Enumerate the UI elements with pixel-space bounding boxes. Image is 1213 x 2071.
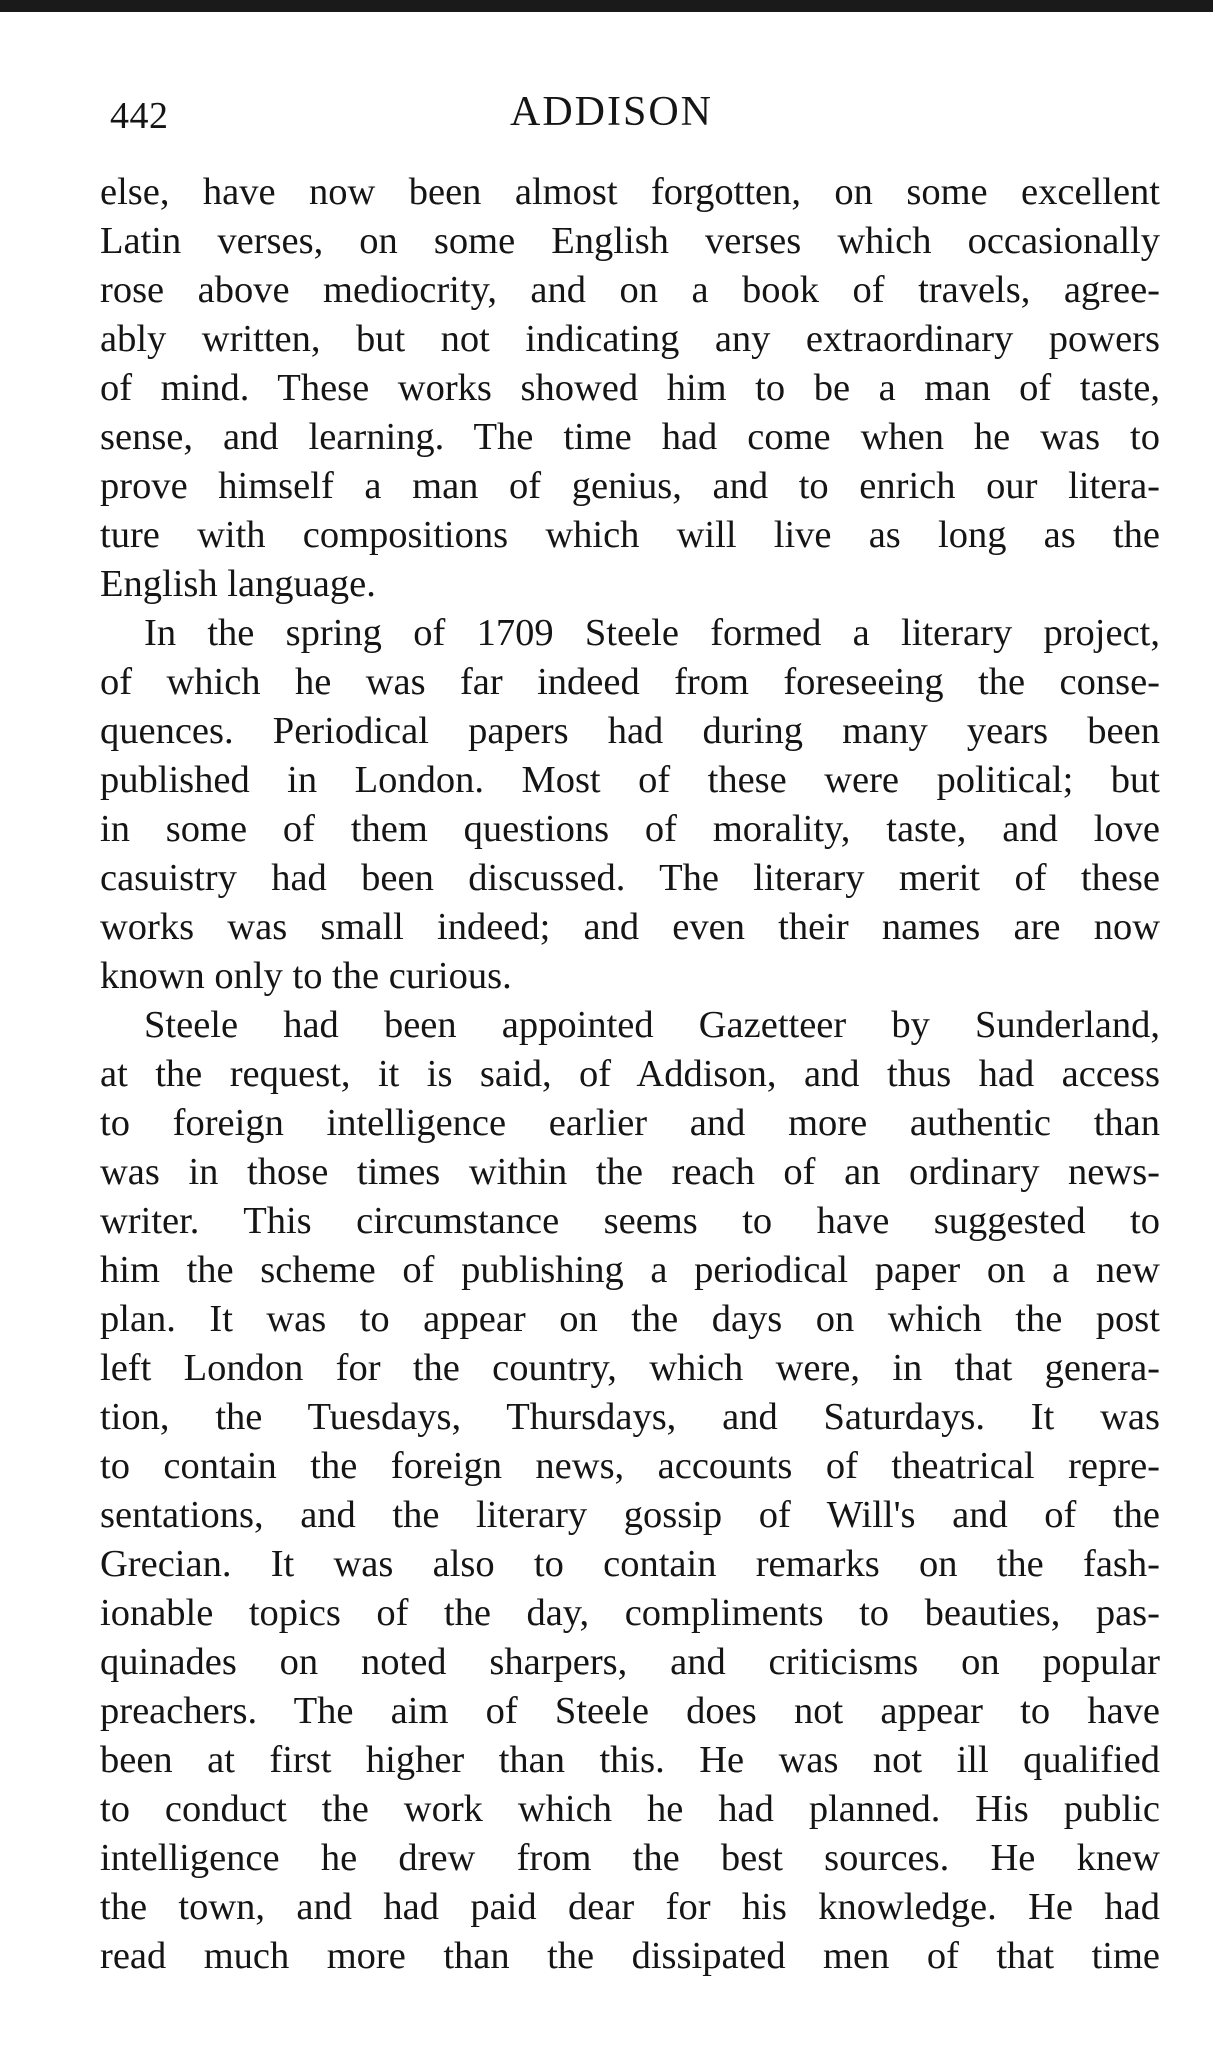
running-head: ADDISON xyxy=(510,89,713,135)
text-line: Steele had been appointed Gazetteer by Sunderland, xyxy=(144,1004,1160,1046)
text-line: published in London. Most of these were political; but xyxy=(100,759,1160,801)
text-line: read much more than the dissipated men of that time xyxy=(100,1935,1160,1977)
text-line: Grecian. It was also to contain remarks on the fash- xyxy=(100,1543,1160,1585)
text-line: In the spring of 1709 Steele formed a literary project, xyxy=(144,612,1160,654)
text-line: of mind. These works showed him to be a man of taste, xyxy=(100,367,1160,409)
text-line: sentations, and the literary gossip of Will's and of the xyxy=(100,1494,1160,1536)
text-line: him the scheme of publishing a periodical paper on a new xyxy=(100,1249,1160,1291)
text-line: plan. It was to appear on the days on which the post xyxy=(100,1298,1160,1340)
text-line: prove himself a man of genius, and to enrich our litera- xyxy=(100,465,1160,507)
text-line: quences. Periodical papers had during many years been xyxy=(100,710,1160,752)
text-line: at the request, it is said, of Addison, and thus had access xyxy=(100,1053,1160,1095)
text-line: ture with compositions which will live as long as the xyxy=(100,514,1160,556)
text-line: Latin verses, on some English verses which occasionally xyxy=(100,220,1160,262)
text-line: the town, and had paid dear for his knowledge. He had xyxy=(100,1886,1160,1928)
text-line: rose above mediocrity, and on a book of travels, agree- xyxy=(100,269,1160,311)
page-number: 442 xyxy=(110,95,169,137)
text-line: sense, and learning. The time had come when he was to xyxy=(100,416,1160,458)
text-line: been at first higher than this. He was not ill qualified xyxy=(100,1739,1160,1781)
text-line: to foreign intelligence earlier and more authentic than xyxy=(100,1102,1160,1144)
text-line: casuistry had been discussed. The literary merit of these xyxy=(100,857,1160,899)
text-line: left London for the country, which were, in that genera- xyxy=(100,1347,1160,1389)
text-line: was in those times within the reach of an ordinary news- xyxy=(100,1151,1160,1193)
text-line: preachers. The aim of Steele does not appear to have xyxy=(100,1690,1160,1732)
text-line: ably written, but not indicating any extraordinary powers xyxy=(100,318,1160,360)
text-line: quinades on noted sharpers, and criticisms on popular xyxy=(100,1641,1160,1683)
text-line: ionable topics of the day, compliments to beauties, pas- xyxy=(100,1592,1160,1634)
text-line: tion, the Tuesdays, Thursdays, and Saturdays. It was xyxy=(100,1396,1160,1438)
top-rule xyxy=(0,0,1213,12)
text-line: of which he was far indeed from foreseeing the conse- xyxy=(100,661,1160,703)
text-line: to contain the foreign news, accounts of theatrical repre- xyxy=(100,1445,1160,1487)
text-line: known only to the curious. xyxy=(100,955,512,997)
text-line: to conduct the work which he had planned. His public xyxy=(100,1788,1160,1830)
text-line: else, have now been almost forgotten, on some excellent xyxy=(100,171,1160,213)
text-line: intelligence he drew from the best sources. He knew xyxy=(100,1837,1160,1879)
page-header xyxy=(100,86,1160,146)
body-text xyxy=(100,168,1160,1981)
text-line: writer. This circumstance seems to have suggested to xyxy=(100,1200,1160,1242)
text-line: English language. xyxy=(100,563,376,605)
text-line: in some of them questions of morality, taste, and love xyxy=(100,808,1160,850)
text-line: works was small indeed; and even their names are now xyxy=(100,906,1160,948)
